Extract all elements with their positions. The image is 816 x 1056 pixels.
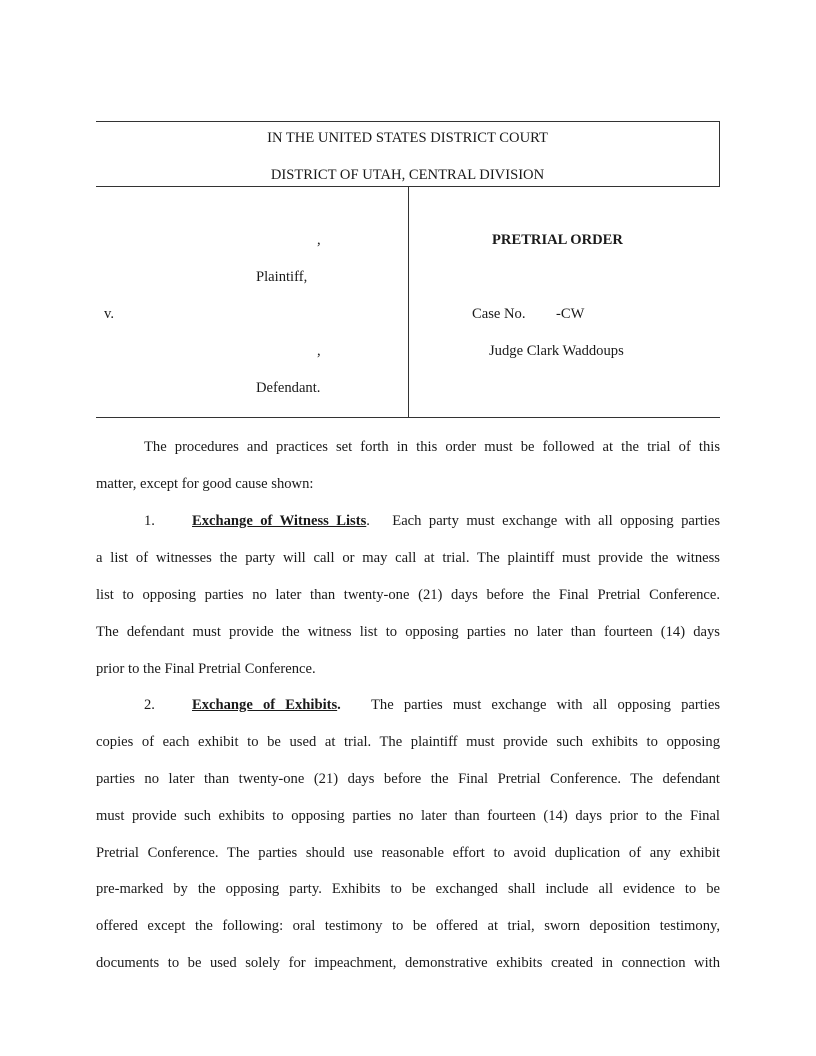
case-number-label: Case No. (472, 306, 526, 322)
case-number-suffix: -CW (556, 306, 585, 322)
court-name: IN THE UNITED STATES DISTRICT COURT (267, 130, 548, 146)
section-1-line-5: prior to the Final Pretrial Conference. (96, 661, 316, 677)
defendant-label: Defendant. (256, 380, 321, 396)
section-2-line-2: copies of each exhibit to be used at trial. The plaintiff must provide such exhibits to opposing (96, 734, 720, 750)
section-2-line-4: must provide such exhibits to opposing parties no later than fourteen (14) days prior to the Final (96, 808, 720, 824)
section-2-number: 2. (144, 697, 155, 713)
section-2-line-1 (96, 697, 720, 714)
section-2-line-5: Pretrial Conference. The parties should use reasonable effort to avoid duplication of any exhibit (96, 845, 720, 861)
plaintiff-label: Plaintiff, (256, 269, 308, 285)
section-2-heading: Exchange of Exhibits (192, 697, 338, 713)
intro-line-2: matter, except for good cause shown: (96, 476, 314, 492)
section-1-line-1-text: Each party must exchange with all opposing parties (392, 513, 721, 529)
section-1-heading: Exchange of Witness Lists (192, 513, 367, 529)
court-district: DISTRICT OF UTAH, CENTRAL DIVISION (270, 167, 545, 183)
plaintiff-name-comma: , (317, 232, 321, 248)
caption-bottom-rule (96, 417, 720, 418)
section-1-line-2: a list of witnesses the party will call or may call at trial. The plaintiff must provide the witness (96, 550, 720, 566)
section-2-line-1-text: The parties must exchange with all opposing parties (371, 697, 720, 713)
section-1-line-3: list to opposing parties no later than twenty-one (21) days before the Final Pretrial Conference. (96, 587, 720, 603)
section-2-heading-punct: . (337, 697, 341, 713)
section-1-number: 1. (144, 513, 155, 529)
order-title: PRETRIAL ORDER (492, 232, 623, 248)
section-2-line-8: documents to be used solely for impeachment, demonstrative exhibits created in connection with (96, 955, 720, 971)
judge-name: Judge Clark Waddoups (489, 343, 624, 359)
defendant-name-comma: , (317, 343, 321, 359)
section-2-line-6: pre-marked by the opposing party. Exhibits to be exchanged shall include all evidence to be (96, 881, 720, 897)
caption-divider (408, 187, 409, 418)
section-1-line-4: The defendant must provide the witness list to opposing parties no later than fourteen (14) days (96, 624, 720, 640)
section-2-line-3: parties no later than twenty-one (21) days before the Final Pretrial Conference. The defendant (96, 771, 720, 787)
intro-line-1: The procedures and practices set forth in this order must be followed at the trial of this (144, 439, 720, 455)
section-2-line-7: offered except the following: oral testimony to be offered at trial, sworn deposition testimony, (96, 918, 720, 934)
court-header-box (96, 121, 720, 187)
section-1-line-1 (96, 513, 720, 530)
versus-label: v. (104, 306, 114, 322)
section-1-heading-punct: . (366, 513, 370, 529)
